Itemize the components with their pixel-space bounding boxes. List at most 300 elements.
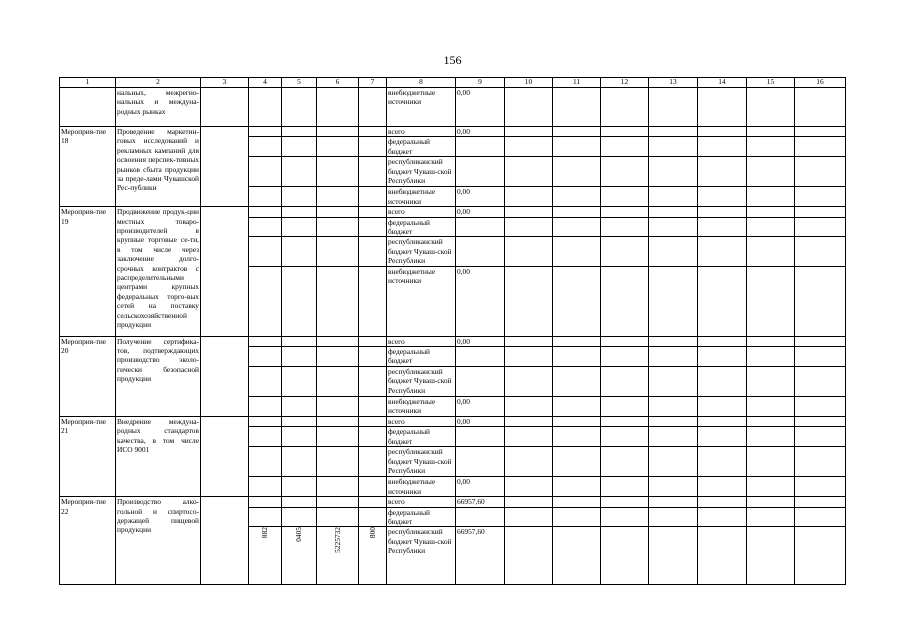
empty-cell [505, 347, 553, 367]
empty-cell [317, 416, 359, 426]
funding-amount: 66957,60 [456, 527, 505, 585]
empty-cell [359, 88, 387, 127]
empty-cell [249, 477, 282, 497]
empty-cell [795, 127, 846, 137]
funding-source: всего [387, 127, 456, 137]
empty-cell [553, 266, 601, 336]
empty-cell [505, 527, 553, 585]
empty-cell [601, 366, 649, 396]
empty-cell [359, 416, 387, 426]
empty-cell [249, 127, 282, 137]
empty-cell [359, 507, 387, 527]
empty-cell [795, 427, 846, 447]
empty-cell [317, 207, 359, 217]
empty-cell [282, 127, 317, 137]
empty-cell [249, 207, 282, 217]
funding-source: внебюджетные источники [387, 266, 456, 336]
funding-amount [456, 427, 505, 447]
empty-cell [201, 127, 249, 207]
empty-cell [601, 266, 649, 336]
empty-cell [601, 127, 649, 137]
column-header: 8 [387, 78, 456, 88]
empty-cell [601, 207, 649, 217]
empty-cell [359, 366, 387, 396]
empty-cell [747, 507, 795, 527]
empty-cell [317, 347, 359, 367]
empty-cell [795, 507, 846, 527]
empty-cell [553, 366, 601, 396]
empty-cell [282, 88, 317, 127]
empty-cell [359, 396, 387, 416]
empty-cell [649, 266, 698, 336]
column-header: 14 [698, 78, 747, 88]
empty-cell [795, 396, 846, 416]
empty-cell [317, 266, 359, 336]
empty-cell [649, 527, 698, 585]
empty-cell [505, 217, 553, 237]
funding-source: внебюджетные источники [387, 396, 456, 416]
empty-cell [795, 416, 846, 426]
empty-cell [505, 477, 553, 497]
empty-cell [505, 88, 553, 127]
empty-cell [553, 187, 601, 207]
column-header: 12 [601, 78, 649, 88]
funding-amount [456, 347, 505, 367]
funding-source: республиканский бюджет Чуваш-ской Республики [387, 527, 456, 585]
empty-cell [359, 207, 387, 217]
empty-cell [359, 217, 387, 237]
empty-cell [747, 127, 795, 137]
empty-cell [601, 237, 649, 266]
funding-source: республиканский бюджет Чуваш-ской Республики [387, 237, 456, 266]
empty-cell [249, 336, 282, 346]
empty-cell [747, 497, 795, 507]
empty-cell [649, 507, 698, 527]
empty-cell [698, 88, 747, 127]
column-header: 10 [505, 78, 553, 88]
budget-code-cell [249, 527, 282, 585]
empty-cell [553, 237, 601, 266]
funding-source: федеральный бюджет [387, 137, 456, 157]
empty-cell [317, 497, 359, 507]
empty-cell [698, 217, 747, 237]
empty-cell [795, 237, 846, 266]
empty-cell [601, 88, 649, 127]
empty-cell [698, 447, 747, 477]
empty-cell [282, 266, 317, 336]
empty-cell [649, 336, 698, 346]
funding-source: республиканский бюджет Чуваш-ской Республики [387, 447, 456, 477]
empty-cell [747, 447, 795, 477]
empty-cell [249, 427, 282, 447]
funding-amount: 0,00 [456, 187, 505, 207]
column-header: 5 [282, 78, 317, 88]
empty-cell [553, 396, 601, 416]
empty-cell [747, 187, 795, 207]
empty-cell [282, 507, 317, 527]
empty-cell [505, 507, 553, 527]
measure-label: Мероприя-тие 18 [60, 127, 116, 207]
empty-cell [601, 447, 649, 477]
budget-code-cell [282, 527, 317, 585]
budget-code: 5225732 [332, 527, 342, 554]
funding-amount [456, 237, 505, 266]
column-header: 4 [249, 78, 282, 88]
empty-cell [359, 447, 387, 477]
empty-cell [359, 497, 387, 507]
empty-cell [649, 237, 698, 266]
empty-cell [317, 366, 359, 396]
empty-cell [282, 416, 317, 426]
measure-label: Мероприя-тие 19 [60, 207, 116, 336]
funding-amount: 0,00 [456, 266, 505, 336]
measure-description: Производство алко-гольной и спиртосо-держащей пищевой продукции [116, 497, 201, 585]
empty-cell [282, 137, 317, 157]
empty-cell [747, 137, 795, 157]
empty-cell [282, 427, 317, 447]
empty-cell [795, 217, 846, 237]
empty-cell [359, 477, 387, 497]
empty-cell [282, 347, 317, 367]
funding-source: республиканский бюджет Чуваш-ской Республики [387, 157, 456, 187]
empty-cell [282, 237, 317, 266]
empty-cell [201, 416, 249, 496]
empty-cell [249, 366, 282, 396]
empty-cell [601, 527, 649, 585]
header-row [60, 78, 846, 88]
funding-amount [456, 507, 505, 527]
funding-source: федеральный бюджет [387, 217, 456, 237]
empty-cell [317, 336, 359, 346]
empty-cell [601, 416, 649, 426]
empty-cell [649, 427, 698, 447]
empty-cell [317, 237, 359, 266]
empty-cell [649, 88, 698, 127]
empty-cell [282, 207, 317, 217]
funding-source: федеральный бюджет [387, 347, 456, 367]
empty-cell [359, 336, 387, 346]
empty-cell [359, 157, 387, 187]
measure-label: Мероприя-тие 20 [60, 336, 116, 416]
empty-cell [698, 416, 747, 426]
empty-cell [698, 207, 747, 217]
empty-cell [795, 187, 846, 207]
empty-cell [601, 347, 649, 367]
funding-amount [456, 157, 505, 187]
empty-cell [698, 427, 747, 447]
empty-cell [249, 237, 282, 266]
empty-cell [649, 217, 698, 237]
empty-cell [601, 427, 649, 447]
empty-cell [282, 396, 317, 416]
empty-cell [317, 427, 359, 447]
budget-code: 0405 [294, 527, 304, 543]
empty-cell [505, 266, 553, 336]
empty-cell [553, 507, 601, 527]
funding-amount [456, 366, 505, 396]
empty-cell [282, 157, 317, 187]
column-header: 9 [456, 78, 505, 88]
funding-amount [456, 217, 505, 237]
empty-cell [649, 127, 698, 137]
funding-source: внебюджетные источники [387, 88, 456, 127]
empty-cell [505, 336, 553, 346]
funding-source: всего [387, 497, 456, 507]
funding-amount: 66957,60 [456, 497, 505, 507]
budget-code-cell [317, 527, 359, 585]
measure-label: Мероприя-тие 21 [60, 416, 116, 496]
funding-amount: 0,00 [456, 88, 505, 127]
table-row [60, 127, 846, 137]
empty-cell [201, 88, 249, 127]
funding-source: всего [387, 416, 456, 426]
column-header: 11 [553, 78, 601, 88]
empty-cell [795, 447, 846, 477]
funding-source: федеральный бюджет [387, 507, 456, 527]
empty-cell [359, 427, 387, 447]
empty-cell [698, 366, 747, 396]
empty-cell [553, 347, 601, 367]
empty-cell [317, 217, 359, 237]
empty-cell [505, 207, 553, 217]
empty-cell [553, 207, 601, 217]
measure-description: Получение сертифика-тов, подтверждающих производство эколо-гически безопасной продукции [116, 336, 201, 416]
funding-amount [456, 137, 505, 157]
measure-description: Внедрение междуна-родных стандартов качества, в том числе ИСО 9001 [116, 416, 201, 496]
empty-cell [282, 477, 317, 497]
empty-cell [601, 507, 649, 527]
empty-cell [553, 127, 601, 137]
empty-cell [747, 266, 795, 336]
empty-cell [698, 527, 747, 585]
measure-description: нальных, межрегио-нальных и междуна-родных рынках [116, 88, 201, 127]
empty-cell [201, 207, 249, 336]
empty-cell [282, 336, 317, 346]
empty-cell [505, 237, 553, 266]
empty-cell [359, 266, 387, 336]
empty-cell [317, 137, 359, 157]
table-row [60, 88, 846, 127]
column-header: 7 [359, 78, 387, 88]
column-header: 15 [747, 78, 795, 88]
empty-cell [317, 477, 359, 497]
empty-cell [249, 157, 282, 187]
measure-label: Мероприя-тие 22 [60, 497, 116, 585]
empty-cell [747, 336, 795, 346]
empty-cell [698, 137, 747, 157]
funding-amount: 0,00 [456, 207, 505, 217]
empty-cell [359, 127, 387, 137]
empty-cell [317, 127, 359, 137]
empty-cell [282, 497, 317, 507]
page-number: 156 [443, 53, 462, 67]
column-header: 6 [317, 78, 359, 88]
empty-cell [649, 207, 698, 217]
empty-cell [601, 497, 649, 507]
empty-cell [698, 477, 747, 497]
empty-cell [649, 447, 698, 477]
budget-code-cell [359, 527, 387, 585]
empty-cell [359, 347, 387, 367]
empty-cell [505, 447, 553, 477]
empty-cell [698, 336, 747, 346]
empty-cell [317, 88, 359, 127]
empty-cell [505, 127, 553, 137]
empty-cell [249, 217, 282, 237]
empty-cell [249, 507, 282, 527]
empty-cell [747, 416, 795, 426]
empty-cell [747, 88, 795, 127]
funding-source: всего [387, 336, 456, 346]
empty-cell [698, 157, 747, 187]
empty-cell [317, 507, 359, 527]
empty-cell [249, 137, 282, 157]
funding-amount: 0,00 [456, 336, 505, 346]
empty-cell [795, 336, 846, 346]
funding-source: внебюджетные источники [387, 187, 456, 207]
funding-amount: 0,00 [456, 127, 505, 137]
empty-cell [201, 336, 249, 416]
empty-cell [553, 137, 601, 157]
budget-code: 882 [260, 527, 270, 539]
empty-cell [795, 366, 846, 396]
empty-cell [249, 88, 282, 127]
empty-cell [201, 497, 249, 585]
empty-cell [249, 396, 282, 416]
empty-cell [359, 237, 387, 266]
empty-cell [553, 447, 601, 477]
empty-cell [747, 217, 795, 237]
empty-cell [795, 157, 846, 187]
empty-cell [505, 416, 553, 426]
empty-cell [795, 527, 846, 585]
empty-cell [317, 187, 359, 207]
empty-cell [553, 88, 601, 127]
empty-cell [553, 497, 601, 507]
column-header: 3 [201, 78, 249, 88]
column-header: 1 [60, 78, 116, 88]
empty-cell [649, 347, 698, 367]
empty-cell [747, 396, 795, 416]
empty-cell [505, 187, 553, 207]
empty-cell [698, 497, 747, 507]
empty-cell [795, 477, 846, 497]
empty-cell [747, 366, 795, 396]
funding-amount: 0,00 [456, 416, 505, 426]
empty-cell [747, 427, 795, 447]
empty-cell [649, 396, 698, 416]
empty-cell [505, 157, 553, 187]
empty-cell [601, 477, 649, 497]
empty-cell [317, 447, 359, 477]
empty-cell [249, 187, 282, 207]
empty-cell [282, 366, 317, 396]
empty-cell [359, 137, 387, 157]
table-row [60, 336, 846, 346]
empty-cell [601, 157, 649, 187]
empty-cell [747, 527, 795, 585]
empty-cell [553, 157, 601, 187]
table-row [60, 497, 846, 507]
empty-cell [601, 396, 649, 416]
empty-cell [649, 477, 698, 497]
empty-cell [795, 137, 846, 157]
empty-cell [553, 217, 601, 237]
empty-cell [747, 477, 795, 497]
empty-cell [795, 266, 846, 336]
funding-source: федеральный бюджет [387, 427, 456, 447]
table-row [60, 416, 846, 426]
empty-cell [601, 137, 649, 157]
empty-cell [698, 237, 747, 266]
empty-cell [795, 497, 846, 507]
empty-cell [359, 187, 387, 207]
measure-description: Продвижение продук-ции местных товаро-производителей в крупные торговые се-ти, в том числе через заключение долго-срочных контрактов с распределительными центрами крупных федеральных торго-вых сетей на поставку сельскохозяйственной продукции [116, 207, 201, 336]
empty-cell [505, 427, 553, 447]
empty-cell [747, 157, 795, 187]
empty-cell [505, 396, 553, 416]
empty-cell [747, 207, 795, 217]
funding-source: республиканский бюджет Чуваш-ской Республики [387, 366, 456, 396]
empty-cell [649, 187, 698, 207]
empty-cell [505, 497, 553, 507]
empty-cell [282, 217, 317, 237]
budget-table [59, 77, 846, 585]
funding-amount: 0,00 [456, 477, 505, 497]
measure-description: Проведение маркетин-говых исследований и рекламных кампаний для освоения перспек-тивных рынков сбыта продукции за преде-лами Чувашской Рес-публики [116, 127, 201, 207]
empty-cell [698, 127, 747, 137]
empty-cell [249, 266, 282, 336]
empty-cell [698, 266, 747, 336]
empty-cell [317, 396, 359, 416]
empty-cell [649, 366, 698, 396]
empty-cell [698, 347, 747, 367]
empty-cell [505, 137, 553, 157]
empty-cell [601, 217, 649, 237]
empty-cell [698, 396, 747, 416]
empty-cell [505, 366, 553, 396]
empty-cell [249, 497, 282, 507]
funding-amount: 0,00 [456, 396, 505, 416]
empty-cell [698, 507, 747, 527]
empty-cell [795, 347, 846, 367]
empty-cell [747, 237, 795, 266]
empty-cell [282, 447, 317, 477]
empty-cell [60, 88, 116, 127]
empty-cell [649, 157, 698, 187]
funding-amount [456, 447, 505, 477]
empty-cell [649, 137, 698, 157]
empty-cell [553, 477, 601, 497]
empty-cell [553, 427, 601, 447]
table-row [60, 207, 846, 217]
empty-cell [553, 416, 601, 426]
empty-cell [649, 416, 698, 426]
empty-cell [249, 447, 282, 477]
empty-cell [553, 527, 601, 585]
funding-source: внебюджетные источники [387, 477, 456, 497]
column-header: 2 [116, 78, 201, 88]
empty-cell [249, 416, 282, 426]
column-header: 16 [795, 78, 846, 88]
budget-code: 800 [367, 527, 377, 539]
empty-cell [649, 497, 698, 507]
empty-cell [747, 347, 795, 367]
empty-cell [282, 187, 317, 207]
empty-cell [698, 187, 747, 207]
empty-cell [601, 187, 649, 207]
empty-cell [601, 336, 649, 346]
